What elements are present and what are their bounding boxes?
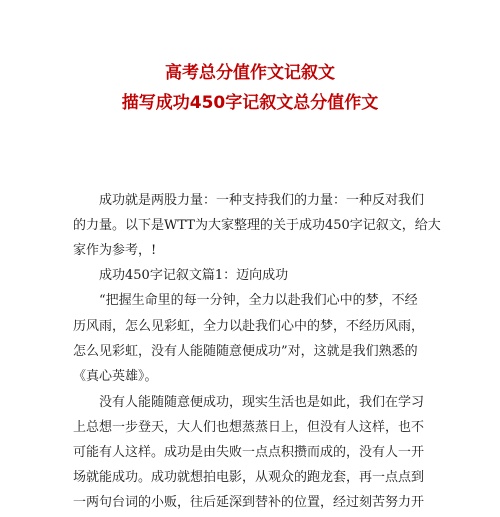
body-line-7: 怎么见彩虹，没有人能随随意便成功”对，这就是我们熟悉的 <box>73 344 418 359</box>
body-line-10: 上总想一步登天，大人们也想蒸蒸日上，但没有人这样，也不 <box>73 420 425 435</box>
body-line-3: 家作为参考，! <box>73 243 157 258</box>
body-line-13: 一两句台词的小贩，往后延深到替补的位置，经过刻苦努力开 <box>73 495 425 510</box>
document-title-line-1: 高考总分值作文记叙文 <box>165 63 335 83</box>
body-line-9: 没有人能随随意便成功，现实生活也是如此，我们在学习 <box>99 395 425 410</box>
body-line-8: 《真心英雄》。 <box>73 369 158 384</box>
document-title-line-2: 描写成功450字记叙文总分值作文 <box>121 93 379 113</box>
body-line-5: “把握生命里的每一分钟，全力以赴我们心中的梦，不经 <box>99 293 418 308</box>
body-line-1: 成功就是两股力量：一种支持我们的力量：一种反对我们 <box>99 193 425 208</box>
body-line-2: 的力量。以下是WTT为大家整理的关于成功450字记叙文，给大 <box>73 218 441 233</box>
body-line-12: 场就能成功。成功就想拍电影，从观众的跑龙套，再一点点到 <box>73 470 425 485</box>
body-line-6: 历风雨，怎么见彩虹，全力以赴我们心中的梦，不经历风雨， <box>73 319 425 334</box>
section-heading: 成功450字记叙文篇1：迈向成功 <box>99 268 289 283</box>
body-line-11: 可能有人这样。成功是由失败一点点积攒而成的，没有人一开 <box>73 445 425 460</box>
